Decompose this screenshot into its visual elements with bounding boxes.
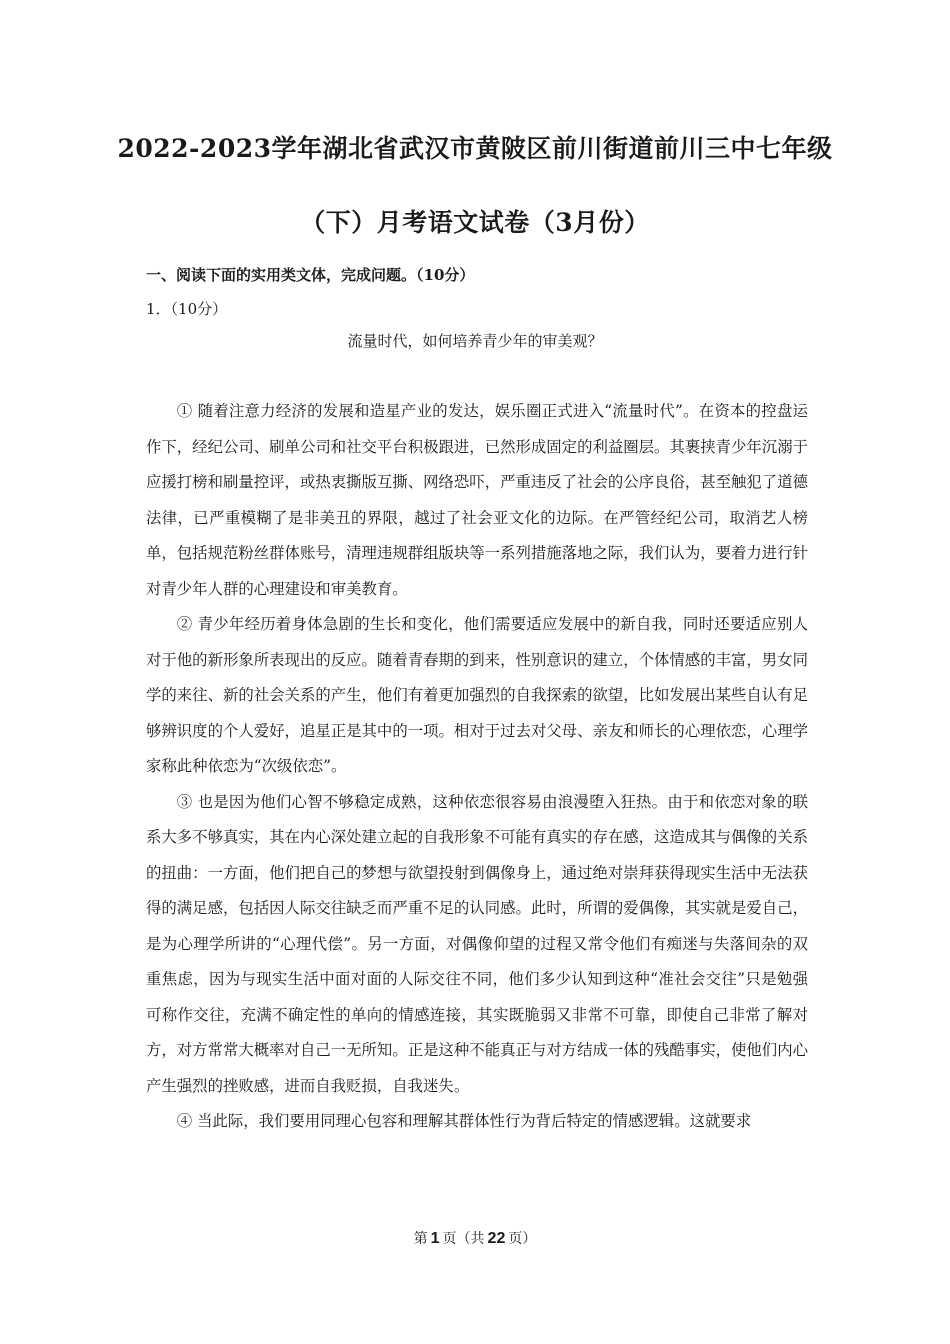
question-number: 1．（10分）: [146, 300, 228, 318]
paragraph-3: ③ 也是因为他们心智不够稳定成熟，这种依恋很容易由浪漫堕入狂热。由于和依恋对象的联系大多不够真实，其在内心深处建立起的自我形象不可能有真实的存在感，这造成其与偶像的关系的扭曲：一方面，他们把自己的梦想与欲望投射到偶像身上，通过绝对崇拜获得现实生活中无法获得的满足感，包括因人际交往缺乏而严重不足的认同感。此时，所谓的爱偶像，其实就是爱自己，是为心理学所讲的“心理代偿”。另一方面，对偶像仰望的过程又常令他们有痴迷与失落间杂的双重焦虑，因为与现实生活中面对面的人际交往不同，他们多少认知到这种“准社会交往”只是勉强可称作交往，充满不确定性的单向的情感连接，其实既脆弱又非常不可靠，即使自己非常了解对方，对方常常大概率对自己一无所知。正是这种不能真正与对方结成一体的残酷事实，使他们内心产生强烈的挫败感，进而自我贬损，自我迷失。: [146, 792, 808, 1095]
page-footer: [0, 1228, 950, 1250]
article-title: 流量时代，如何培养青少年的审美观？: [347, 332, 603, 350]
article-body: [146, 394, 808, 1140]
paragraph-1: ① 随着注意力经济的发展和造星产业的发达，娱乐圈正式进入“流量时代”。在资本的控盘运作下，经纪公司、刷单公司和社交平台积极跟进，已然形成固定的利益圈层。其裹挟青少年沉溺于应援打榜和刷量控评，或热衷撕版互撕、网络恐吓，严重违反了社会的公序良俗，甚至触犯了道德法律，已严重模糊了是非美丑的界限，越过了社会亚文化的边际。在严管经纪公司，取消艺人榜单，包括规范粉丝群体账号，清理违规群组版块等一系列措施落地之际，我们认为，要着力进行针对青少年人群的心理建设和审美教育。: [146, 402, 808, 598]
footer-page-number: 1: [430, 1230, 440, 1247]
footer-total-pages: 22: [487, 1230, 506, 1247]
paragraph-2: ② 青少年经历着身体急剧的生长和变化，他们需要适应发展中的新自我，同时还要适应别人对于他的新形象所表现出的反应。随着青春期的到来，性别意识的建立，个体情感的丰富，男女同学的来往、新的社会关系的产生，他们有着更加强烈的自我探索的欲望，比如发展出某些自认有足够辨识度的个人爱好，追星正是其中的一项。相对于过去对父母、亲友和师长的心理依恋，心理学家称此种依恋为“次级依恋”。: [146, 615, 808, 775]
footer-middle: 页（共: [442, 1231, 485, 1247]
exam-title-line-1: 2022-2023学年湖北省武汉市黄陂区前川街道前川三中七年级: [117, 134, 833, 163]
footer-suffix: 页）: [508, 1231, 537, 1247]
footer-prefix: 第: [413, 1231, 428, 1247]
exam-title-line-2: （下）月考语文试卷（3月份）: [300, 208, 650, 237]
section-heading: 一、阅读下面的实用类文体，完成问题。（10分）: [146, 266, 475, 284]
paragraph-4: ④ 当此际，我们要用同理心包容和理解其群体性行为背后特定的情感逻辑。这就要求: [176, 1112, 752, 1130]
